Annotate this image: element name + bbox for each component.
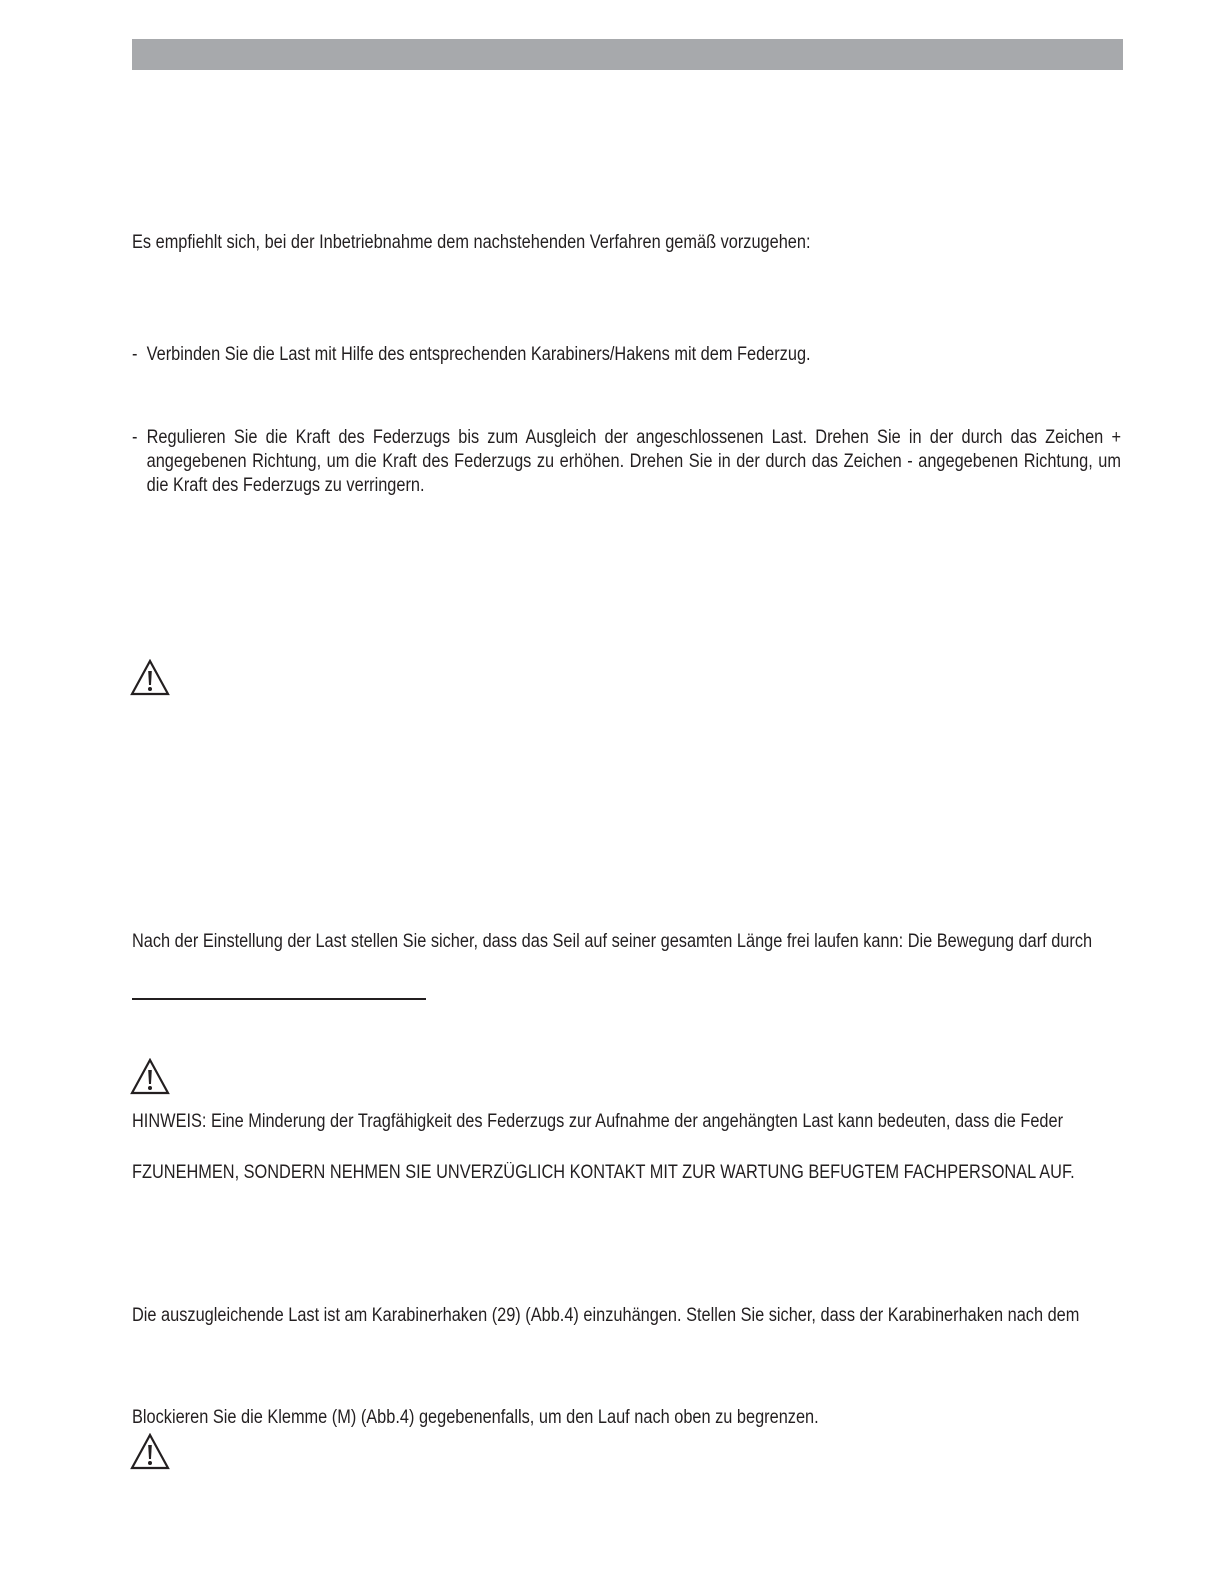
warning-triangle-icon (130, 1433, 170, 1470)
step-text: Regulieren Sie die Kraft des Federzugs bis zum Ausgleich der angeschlossenen Last. Drehen Sie in der durch das Zeichen + angegebenen Richtung, um die Kraft des Federzugs zu erhöhen. Drehen Sie in der durch das Zeichen - angegebenen Richtung, um die Kraft des Federzugs zu verringern. (146, 427, 1121, 496)
note-text: HINWEIS: Eine Minderung der Tragfähigkeit des Federzugs zur Aufnahme der angehängten Last kann bedeuten, dass die Feder (132, 1111, 1064, 1132)
header-bar (132, 39, 1123, 70)
carabiner-text: Die auszugleichende Last ist am Karabinerhaken (29) (Abb.4) einzuhängen. Stellen Sie sicher, dass der Karabinerhaken nach dem (132, 1305, 1080, 1326)
intro-text: Es empfiehlt sich, bei der Inbetriebnahme dem nachstehenden Verfahren gemäß vorzugehen: (132, 232, 811, 253)
divider-rule (132, 998, 426, 1000)
step-adjust-force (132, 426, 1121, 498)
step-dash: - (132, 344, 138, 365)
step-dash: - (132, 427, 138, 448)
warning-triangle-icon (130, 1058, 170, 1095)
step-connect-load (132, 343, 1121, 367)
note-caps-text: FZUNEHMEN, SONDERN NEHMEN SIE UNVERZÜGLICH KONTAKT MIT ZUR WARTUNG BEFUGTEM FACHPERSONAL AUF. (132, 1162, 1075, 1183)
paragraph-after-adjust: Nach der Einstellung der Last stellen Sie sicher, dass das Seil auf seiner gesamten Länge frei laufen kann: Die Bewegung darf durch (132, 931, 1093, 952)
clamp-text: Blockieren Sie die Klemme (M) (Abb.4) gegebenenfalls, um den Lauf nach oben zu begrenzen. (132, 1407, 819, 1428)
warning-triangle-icon (130, 659, 170, 696)
step-text: Verbinden Sie die Last mit Hilfe des entsprechenden Karabiners/Hakens mit dem Federzug. (146, 344, 811, 365)
